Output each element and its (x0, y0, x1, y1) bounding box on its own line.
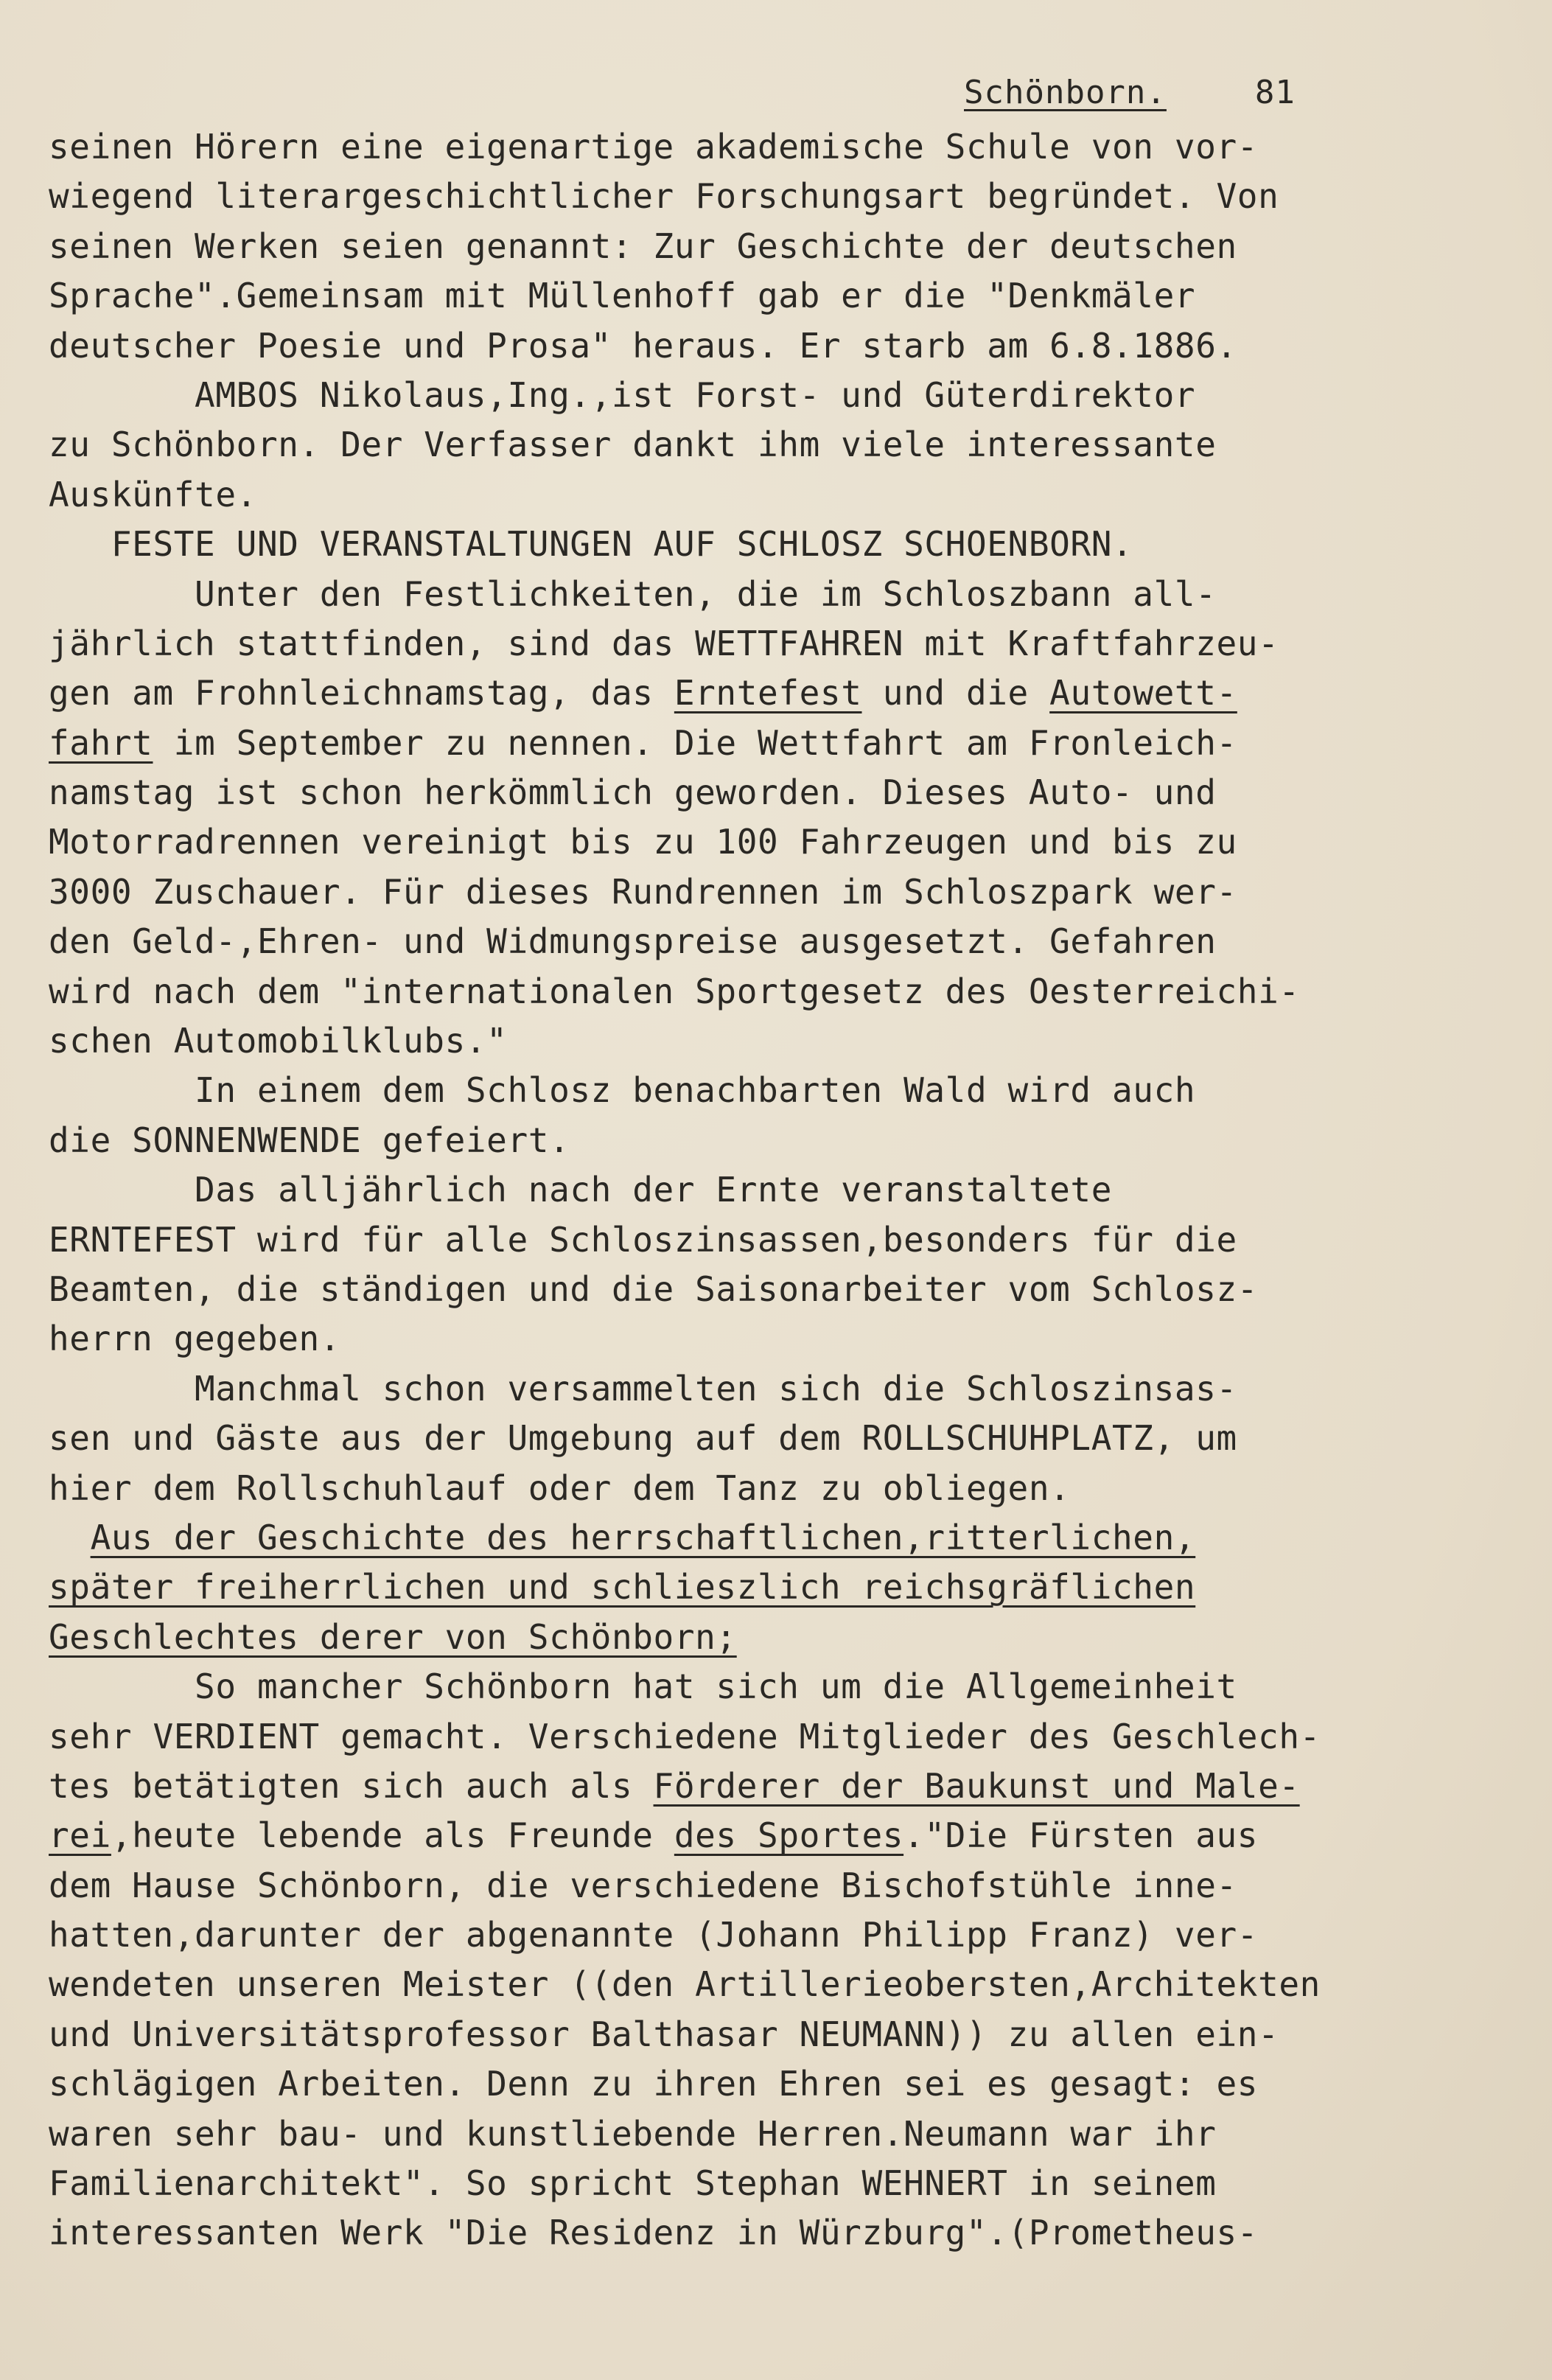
underlined-rei: rei (49, 1815, 111, 1856)
text-line: deutscher Poesie und Prosa" heraus. Er starb am 6.8.1886. (49, 325, 1237, 366)
text-line: 3000 Zuschauer. Für dieses Rundrennen im Schloszpark wer- (49, 871, 1237, 912)
text-line: wendeten unseren Meister ((den Artillerieobersten,Architekten (49, 1964, 1321, 2005)
section-heading-geschichte-1 (49, 1513, 1523, 1563)
section-heading-feste: FESTE UND VERANSTALTUNGEN AUF SCHLOSZ SCHOENBORN. (49, 524, 1133, 565)
text-line: Manchmal schon versammelten sich die Schloszinsas- (49, 1368, 1237, 1409)
text-line: herrn gegeben. (49, 1319, 341, 1359)
section-heading-geschichte-3 (49, 1613, 1523, 1662)
text-segment: gen am Frohnleichnamstag, das (49, 673, 674, 713)
underlined-heading-text: Aus der Geschichte des herrschaftlichen,ritterlichen, (90, 1517, 1196, 1557)
text-line: dem Hause Schönborn, die verschiedene Bischofstühle inne- (49, 1865, 1237, 1905)
text-line: sen und Gäste aus der Umgebung auf dem ROLLSCHUHPLATZ, um (49, 1418, 1237, 1459)
text-line: hier dem Rollschuhlauf oder dem Tanz zu obliegen. (49, 1468, 1071, 1508)
text-line: seinen Werken seien genannt: Zur Geschichte der deutschen (49, 226, 1237, 266)
underlined-fahrt: fahrt (49, 722, 153, 763)
page-header (964, 74, 1296, 111)
text-line: wiegend literargeschichtlicher Forschungsart begründet. Von (49, 176, 1279, 217)
text-line: Unter den Festlichkeiten, die im Schloszbann all- (49, 573, 1217, 614)
underlined-autowett: Autowett- (1049, 673, 1237, 713)
text-line: AMBOS Nikolaus,Ing.,ist Forst- und Güterdirektor (49, 374, 1196, 415)
text-line: Das alljährlich nach der Ernte veranstaltete (49, 1170, 1113, 1210)
text-line: waren sehr bau- und kunstliebende Herren.Neumann war ihr (49, 2113, 1217, 2154)
text-line: und Universitätsprofessor Balthasar NEUMANN)) zu allen ein- (49, 2014, 1279, 2054)
text-segment: im September zu nennen. Die Wettfahrt am Fronleich- (153, 722, 1237, 763)
running-title: Schönborn. (964, 74, 1167, 111)
text-line: Sprache".Gemeinsam mit Müllenhoff gab er die "Denkmäler (49, 276, 1196, 316)
text-line: Auskünfte. (49, 474, 257, 514)
text-line: schen Automobilklubs." (49, 1021, 508, 1061)
text-line: zu Schönborn. Der Verfasser dankt ihm viele interessante (49, 425, 1217, 465)
text-line: Beamten, die ständigen und die Saisonarbeiter vom Schlosz- (49, 1268, 1259, 1309)
text-segment: ,heute lebende als Freunde (111, 1815, 674, 1856)
text-line: In einem dem Schlosz benachbarten Wald wird auch (49, 1070, 1196, 1111)
text-line: namstag ist schon herkömmlich geworden. Dieses Auto- und (49, 772, 1217, 813)
page-number: 81 (1254, 74, 1296, 111)
underlined-heading-text: später freiherrlichen und schlieszlich reichsgräflichen (49, 1567, 1196, 1608)
text-line: sehr VERDIENT gemacht. Verschiedene Mitglieder des Geschlech- (49, 1716, 1321, 1756)
text-line: seinen Hörern eine eigenartige akademische Schule von vor- (49, 127, 1259, 167)
text-line (49, 669, 1523, 718)
text-line: den Geld-,Ehren- und Widmungspreise ausgesetzt. Gefahren (49, 921, 1217, 962)
text-line: hatten,darunter der abgenannte (Johann Philipp Franz) ver- (49, 1915, 1259, 1955)
underlined-foerderer: Förderer der Baukunst und Male- (653, 1765, 1300, 1806)
text-line: interessanten Werk "Die Residenz in Würzburg".(Prometheus- (49, 2213, 1259, 2253)
text-segment: tes betätigten sich auch als (49, 1765, 654, 1806)
section-heading-geschichte-2 (49, 1563, 1523, 1612)
text-line (49, 719, 1523, 768)
text-line: Familienarchitekt". So spricht Stephan WEHNERT in seinem (49, 2163, 1217, 2204)
underlined-heading-text: Geschlechtes derer von Schönborn; (49, 1616, 737, 1657)
text-line: die SONNENWENDE gefeiert. (49, 1120, 570, 1160)
text-line: So mancher Schönborn hat sich um die Allgemeinheit (49, 1667, 1237, 1707)
text-line: jährlich stattfinden, sind das WETTFAHREN mit Kraftfahrzeu- (49, 623, 1279, 663)
underlined-des-sportes: des Sportes (674, 1815, 904, 1856)
text-line: ERNTEFEST wird für alle Schloszinsassen,besonders für die (49, 1219, 1237, 1260)
text-line (49, 1762, 1523, 1811)
text-line: Motorradrennen vereinigt bis zu 100 Fahrzeugen und bis zu (49, 822, 1237, 862)
text-line (49, 1811, 1523, 1860)
text-line: wird nach dem "internationalen Sportgesetz des Oesterreichi- (49, 971, 1300, 1011)
text-line: schlägigen Arbeiten. Denn zu ihren Ehren sei es gesagt: es (49, 2064, 1259, 2104)
underlined-erntefest: Erntefest (674, 673, 862, 713)
typewritten-body (49, 122, 1523, 2258)
text-segment: ."Die Fürsten aus (903, 1815, 1259, 1856)
text-segment: und die (861, 673, 1050, 713)
